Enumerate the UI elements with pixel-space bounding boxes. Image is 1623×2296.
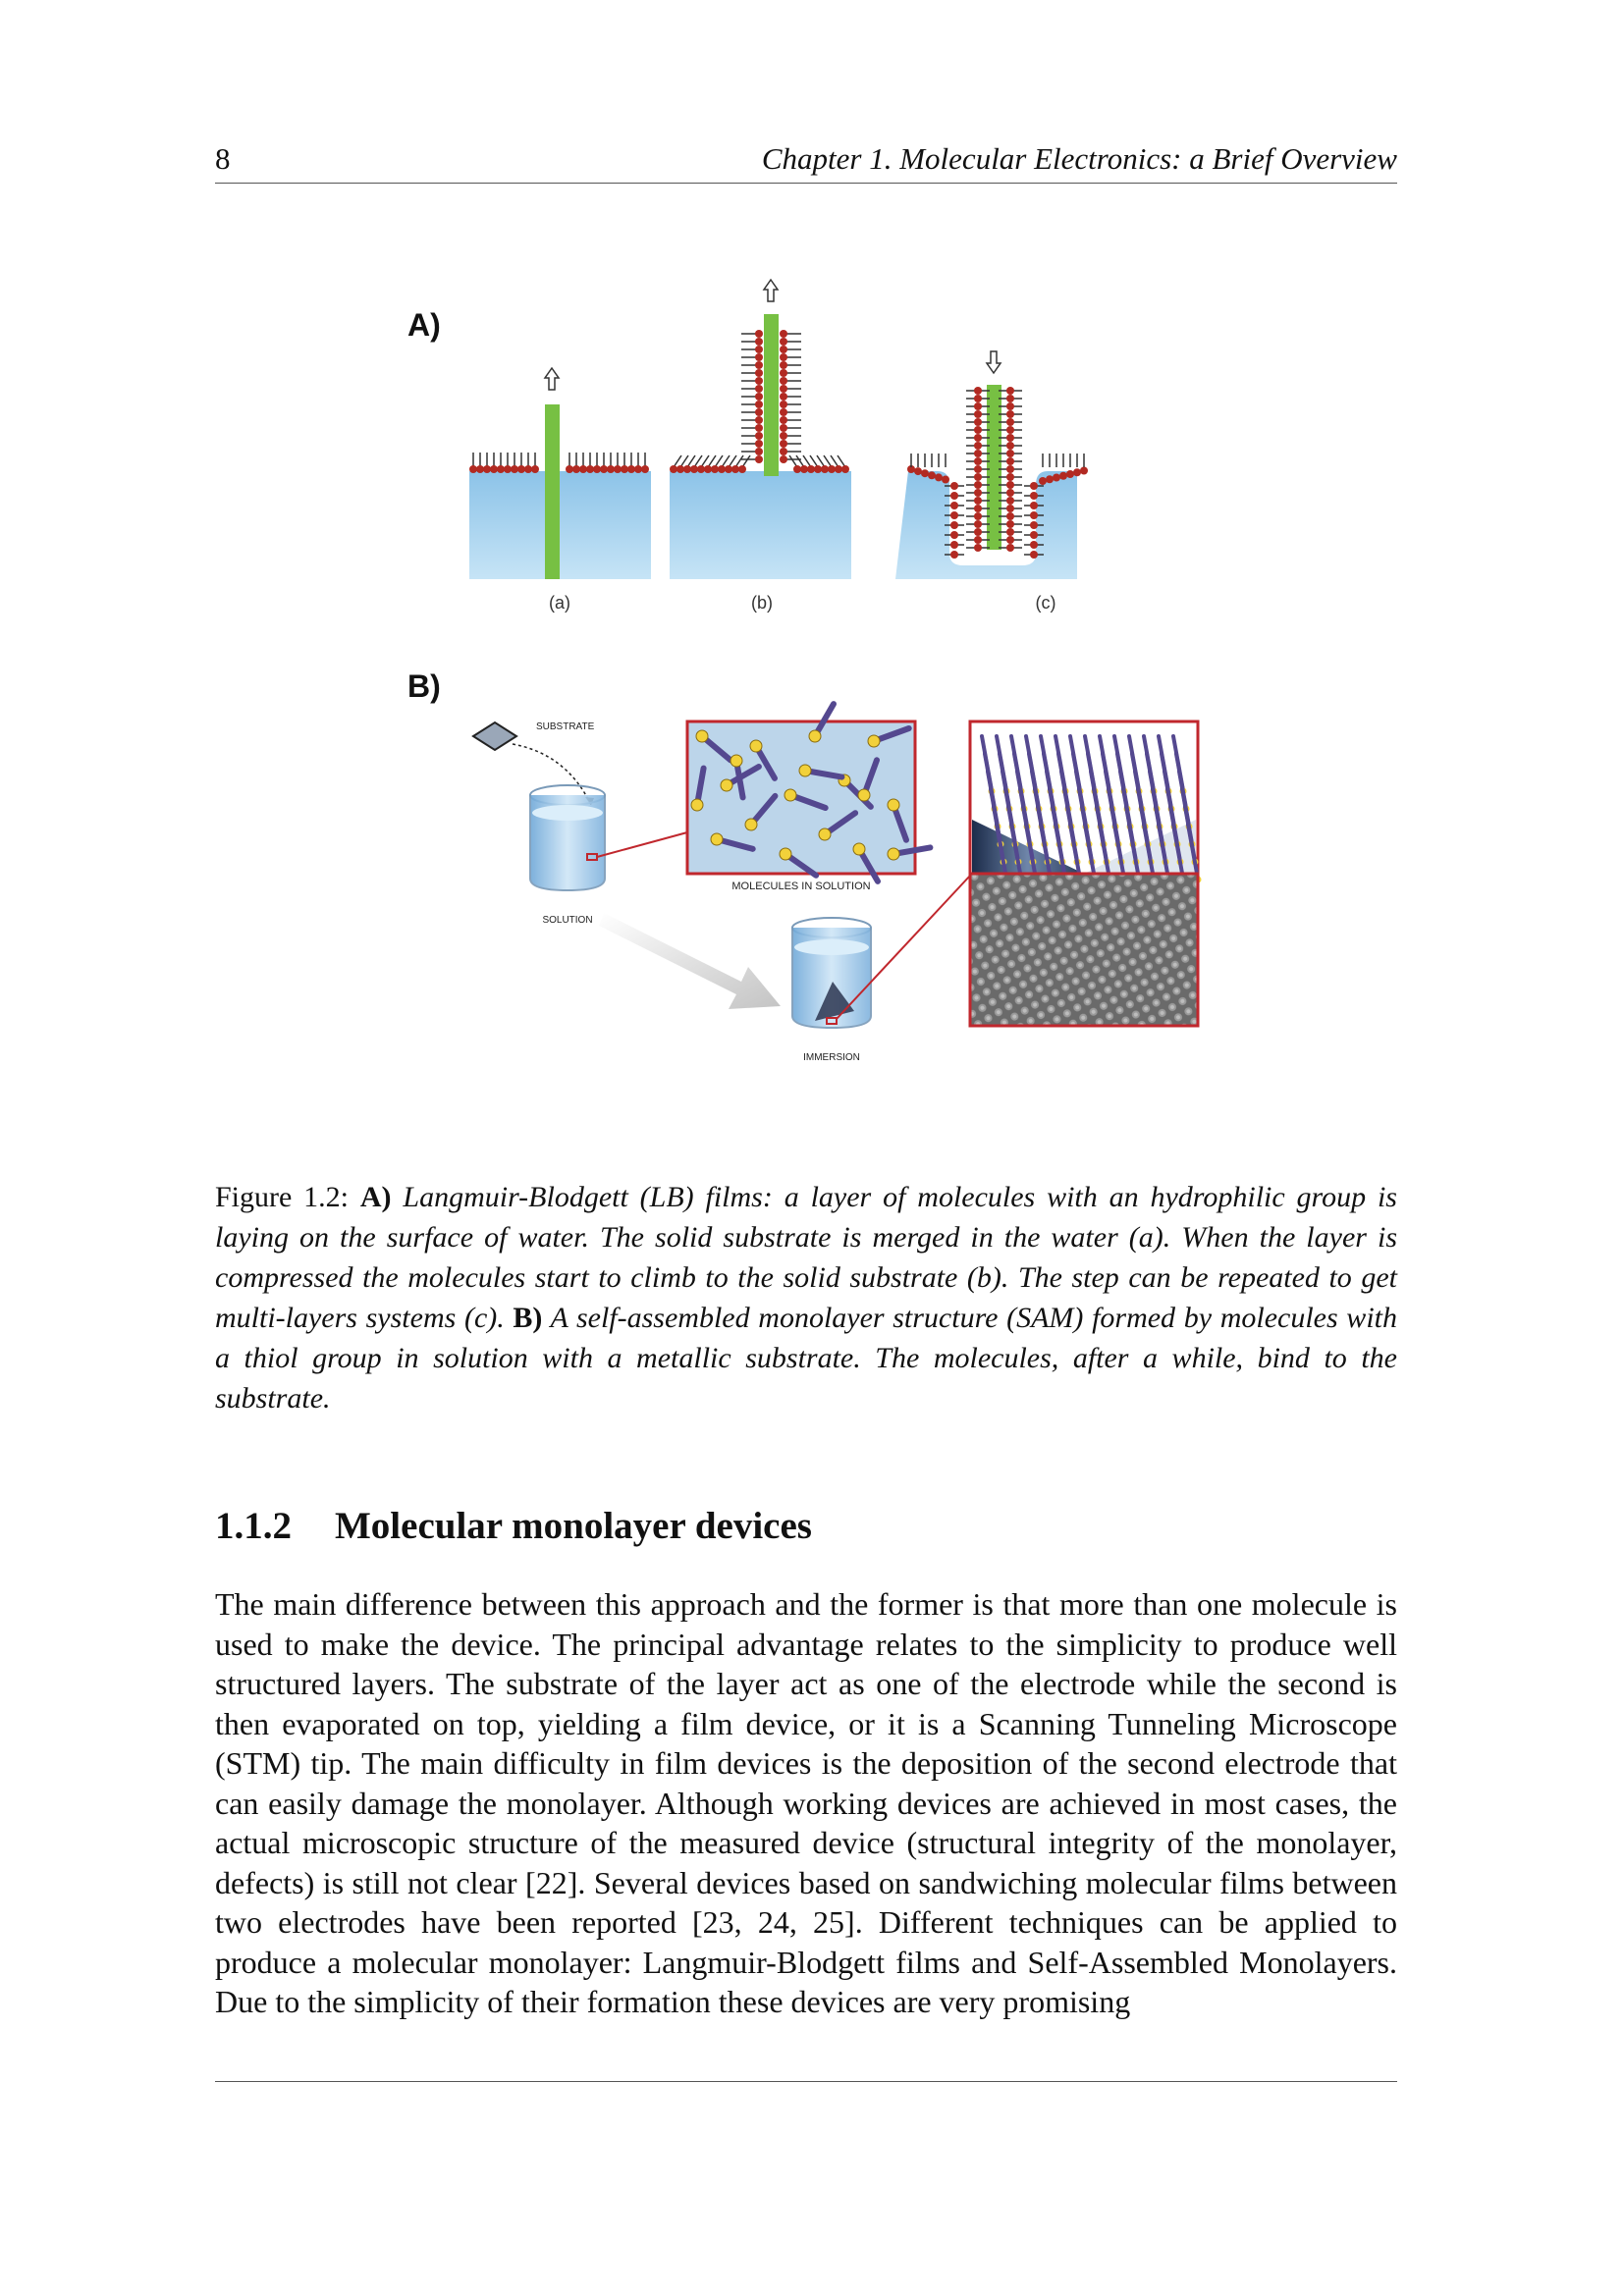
section-number: 1.1.2 (215, 1505, 292, 1547)
substrate-wafer (473, 722, 516, 750)
molecules-in-solution-panel (687, 704, 930, 881)
figure (403, 275, 1217, 1090)
caption-b-text: A self-assembled monolayer structure (SAM) formed by molecules with a thiol group in solution with a metallic substrate. The molecules, after a while, bind to the substrate. (215, 1302, 1397, 1415)
figure-illustration (403, 275, 1217, 1090)
page-number: 8 (215, 141, 231, 176)
caption-b-marker: B) (513, 1302, 543, 1334)
immersion-label: IMMERSION (803, 1052, 860, 1063)
sub-label-a: (a) (549, 593, 570, 613)
stm-image-panel (970, 874, 1198, 1026)
lb-stage-a (469, 368, 651, 579)
sub-label-b: (b) (751, 593, 773, 613)
substrate-label: SUBSTRATE (536, 721, 595, 732)
sub-label-c: (c) (1035, 593, 1056, 613)
caption-a-text: Langmuir-Blodgett (LB) films: a layer of molecules with an hydrophilic group is laying on the surface of water. The solid substrate is merged in the water (a). When the layer is compressed the molecules start to climb to the solid substrate (b). The step can be repeated to get multi-layers systems (c). (215, 1181, 1397, 1334)
process-arrow (599, 913, 781, 1009)
footer-rule (215, 2081, 1397, 2082)
beaker-solution (530, 785, 605, 890)
body-paragraph: The main difference between this approach and the former is that more than one molecule is used to make the device. The principal advantage relates to the simplicity to produce well structured layers. The substrate of the layer act as one of the electrode while the second is then evaporated on top, yielding a film device, or it is a Scanning Tunneling Microscope (STM) tip. The main difficulty in film devices is the deposition of the second electrode that can easily damage the monolayer. Although working devices are achieved in most cases, the actual microscopic structure of the measured device (structural integrity of the monolayer, defects) is still not clear [22]. Several devices based on sandwiching molecular films between two electrodes have been reported [23, 24, 25]. Different techniques can be applied to produce a molecular monolayer: Langmuir-Blodgett films and Self-Assembled Monolayers. Due to the simplicity of their formation these devices are very promising (215, 1586, 1397, 2019)
sam-structure-panel (970, 721, 1202, 883)
panel-a-label: A) (407, 307, 441, 343)
lb-stage-c (895, 351, 1088, 579)
running-title: Chapter 1. Molecular Electronics: a Brief Overview (761, 141, 1397, 176)
beaker-immersion (792, 918, 871, 1028)
molecules-label: MOLECULES IN SOLUTION (731, 881, 871, 892)
figure-caption (215, 1177, 1397, 1418)
panel-b-label: B) (407, 668, 441, 704)
lb-stage-b (670, 280, 851, 579)
solution-label: SOLUTION (542, 915, 593, 926)
caption-a-marker: A) (359, 1181, 392, 1213)
section-heading (215, 1504, 812, 1548)
section-title: Molecular monolayer devices (335, 1505, 812, 1547)
caption-prefix: Figure 1.2: (215, 1181, 360, 1213)
page-header (215, 137, 1397, 184)
